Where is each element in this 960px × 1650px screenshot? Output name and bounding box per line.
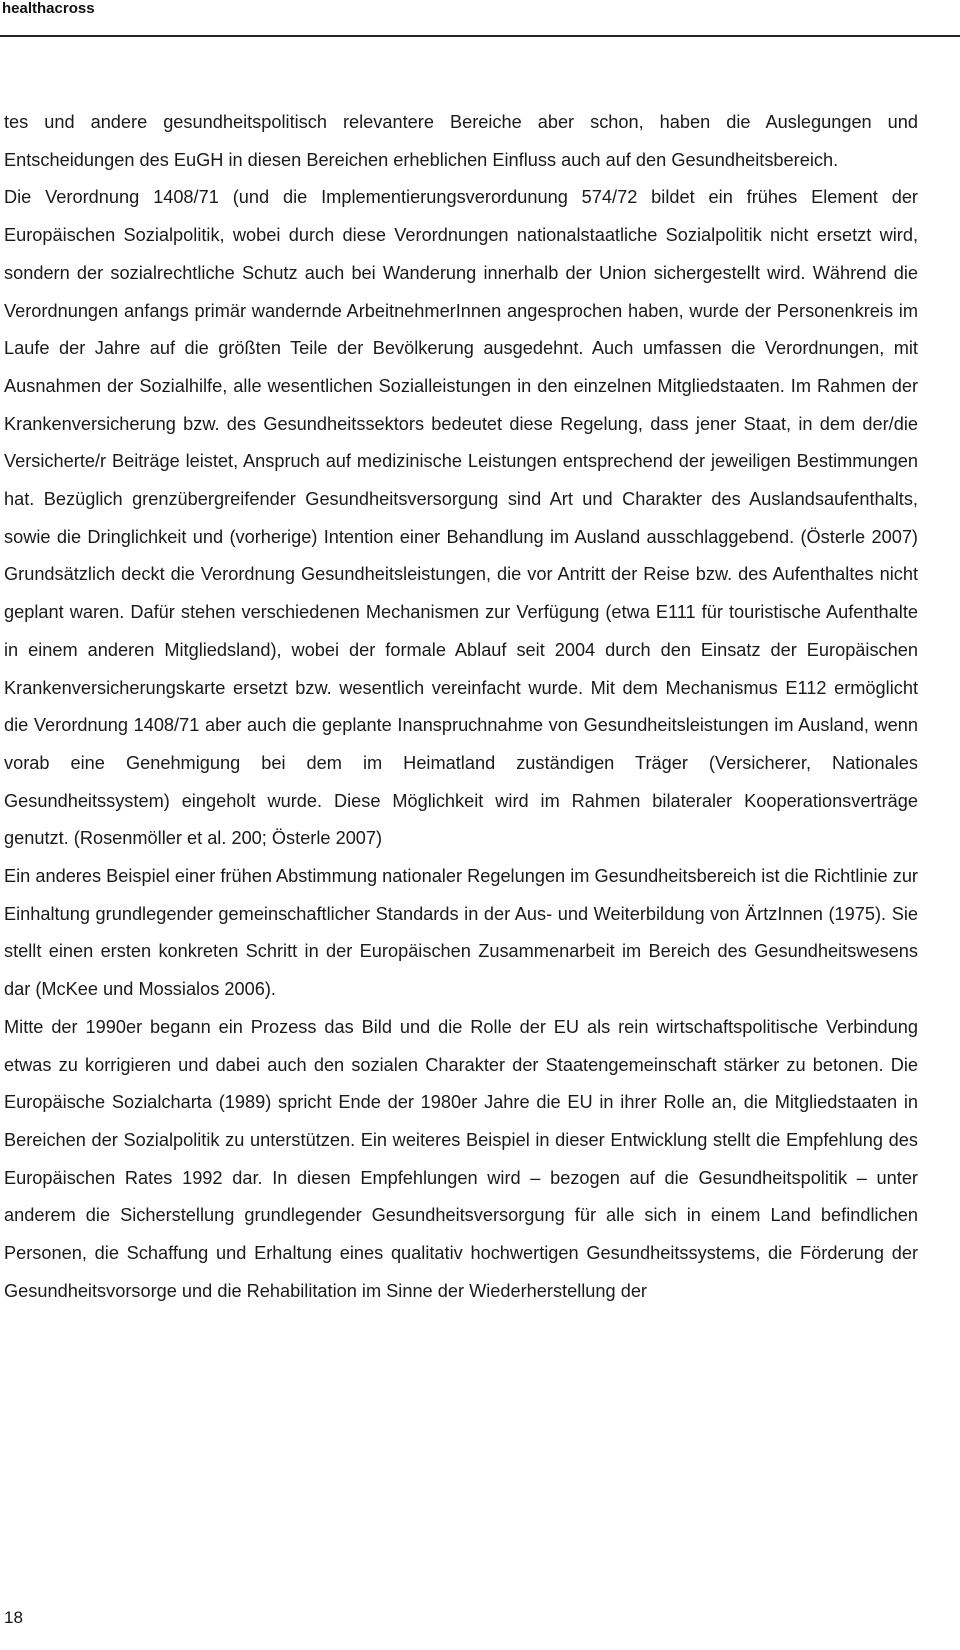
paragraph-continuation: tes und andere gesundheitspolitisch relevantere Bereiche aber schon, haben die Auslegungen und Entscheidungen des EuGH in diesen Bereichen erheblichen Einfluss auch auf den Gesundheitsbereich. (4, 112, 918, 170)
paragraph-regulation-1408-71: Die Verordnung 1408/71 (und die Implementierungsverordunung 574/72 bildet ein frühes Element der Europäischen Sozialpolitik, wobei durch diese Verordnungen nationalstaatliche Sozialpolitik nicht ersetzt wird, sondern der sozialrechtliche Schutz auch bei Wanderung innerhalb der Union sichergestellt wird. Während die Verordnungen anfangs primär wandernde ArbeitnehmerInnen angesprochen haben, wurde der Personenkreis im Laufe der Jahre auf die größten Teile der Bevölkerung ausgedehnt. Auch umfassen die Verordnungen, mit Ausnahmen der Sozialhilfe, alle wesentlichen Sozialleistungen in den einzelnen Mitgliedstaaten. Im Rahmen der Krankenversicherung bzw. des Gesundheitssektors bedeutet diese Regelung, dass jener Staat, in dem der/die Versicherte/r Beiträge leistet, Anspruch auf medizinische Leistungen entsprechend der jeweiligen Bestimmungen hat. Bezüglich grenzübergreifender Gesundheitsversorgung sind Art und Charakter des Auslandsaufenthalts, sowie die Dringlichkeit und (vorherige) Intention einer Behandlung im Ausland ausschlaggebend. (Österle 2007) Grundsätzlich deckt die Verordnung Gesundheitsleistungen, die vor Antritt der Reise bzw. des Aufenthaltes nicht geplant waren. Dafür stehen verschiedenen Mechanismen zur Verfügung (etwa E111 für touristische Aufenthalte in einem anderen Mitgliedsland), wobei der formale Ablauf seit 2004 durch den Einsatz der Europäischen Krankenversicherungskarte ersetzt bzw. wesentlich vereinfacht wurde. Mit dem Mechanismus E112 ermöglicht die Verordnung 1408/71 aber auch die geplante Inanspruchnahme von Gesundheitsleistungen im Ausland, wenn vorab eine Genehmigung bei dem im Heimatland zuständigen Träger (Versicherer, Nationales Gesundheitssystem) eingeholt wurde. Diese Möglichkeit wird im Rahmen bilateraler Kooperationsverträge genutzt. (Rosenmöller et al. 200; Österle 2007) (4, 187, 918, 849)
page-number: 18 (4, 1608, 23, 1627)
page-header (0, 0, 960, 37)
paragraph-social-charter: Mitte der 1990er begann ein Prozess das Bild und die Rolle der EU als rein wirtschaftspolitische Verbindung etwas zu korrigieren und dabei auch den sozialen Charakter der Staatengemeinschaft stärker zu betonen. Die Europäische Sozialcharta (1989) spricht Ende der 1980er Jahre die EU in ihrer Rolle an, die Mitgliedstaaten in Bereichen der Sozialpolitik zu unterstützen. Ein weiteres Beispiel in dieser Entwicklung stellt die Empfehlung des Europäischen Rates 1992 dar. In diesen Empfehlungen wird – bezogen auf die Gesundheitspolitik – unter anderem die Sicherstellung grundlegender Gesundheitsversorgung für alle sich in einem Land befindlichen Personen, die Schaffung und Erhaltung eines qualitativ hochwertigen Gesundheitssystems, die Förderung der Gesundheitsvorsorge und die Rehabilitation im Sinne der Wiederherstellung der (4, 1016, 918, 1301)
header-title: healthacross (2, 0, 95, 17)
paragraph-directive-1975: Ein anderes Beispiel einer frühen Abstimmung nationaler Regelungen im Gesundheitsbereich ist die Richtlinie zur Einhaltung grundlegender gemeinschaftlicher Standards in der Aus- und Weiterbildung von ÄrtzInnen (1975). Sie stellt einen ersten konkreten Schritt in der Europäischen Zusammenarbeit im Bereich des Gesundheitswesens dar (McKee und Mossialos 2006). (4, 866, 918, 1000)
document-body (4, 104, 918, 1311)
